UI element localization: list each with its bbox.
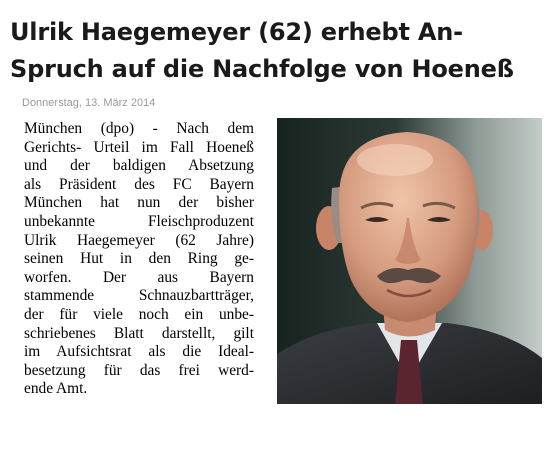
body-line: unbekannte Fleischproduzent bbox=[24, 212, 254, 230]
portrait-photo bbox=[277, 118, 542, 404]
body-line: besetzung für das frei werd- bbox=[24, 361, 254, 379]
body-line: stammende Schnauzbartträger, bbox=[24, 287, 254, 305]
article-headline bbox=[10, 14, 550, 88]
body-line: der für viele noch ein unbe- bbox=[24, 305, 254, 323]
article-date: Donnerstag, 13. März 2014 bbox=[22, 97, 156, 109]
article-body bbox=[24, 120, 254, 399]
body-line: als Präsident des FC Bayern bbox=[24, 175, 254, 193]
body-line: Gerichts- Urteil im Fall Hoeneß bbox=[24, 138, 254, 156]
forehead-highlight bbox=[357, 144, 433, 176]
headline-line-2: Spruch auf die Nachfolge von Hoeneß bbox=[10, 55, 514, 83]
body-line: München hat nun der bisher bbox=[24, 194, 254, 212]
body-line: im Aufsichtsrat als die Ideal- bbox=[24, 343, 254, 361]
headline-line-1: Ulrik Haegemeyer (62) erhebt An- bbox=[10, 18, 463, 46]
body-line: schriebenes Blatt darstellt, gilt bbox=[24, 324, 254, 342]
body-line: und der baldigen Absetzung bbox=[24, 157, 254, 175]
body-line: Ulrik Haegemeyer (62 Jahre) bbox=[24, 231, 254, 249]
body-line: seinen Hut in den Ring ge- bbox=[24, 250, 254, 268]
portrait-illustration bbox=[277, 118, 542, 404]
body-line: worfen. Der aus Bayern bbox=[24, 268, 254, 286]
body-line: München (dpo) - Nach dem bbox=[24, 120, 254, 137]
body-line: ende Amt. bbox=[24, 380, 88, 398]
